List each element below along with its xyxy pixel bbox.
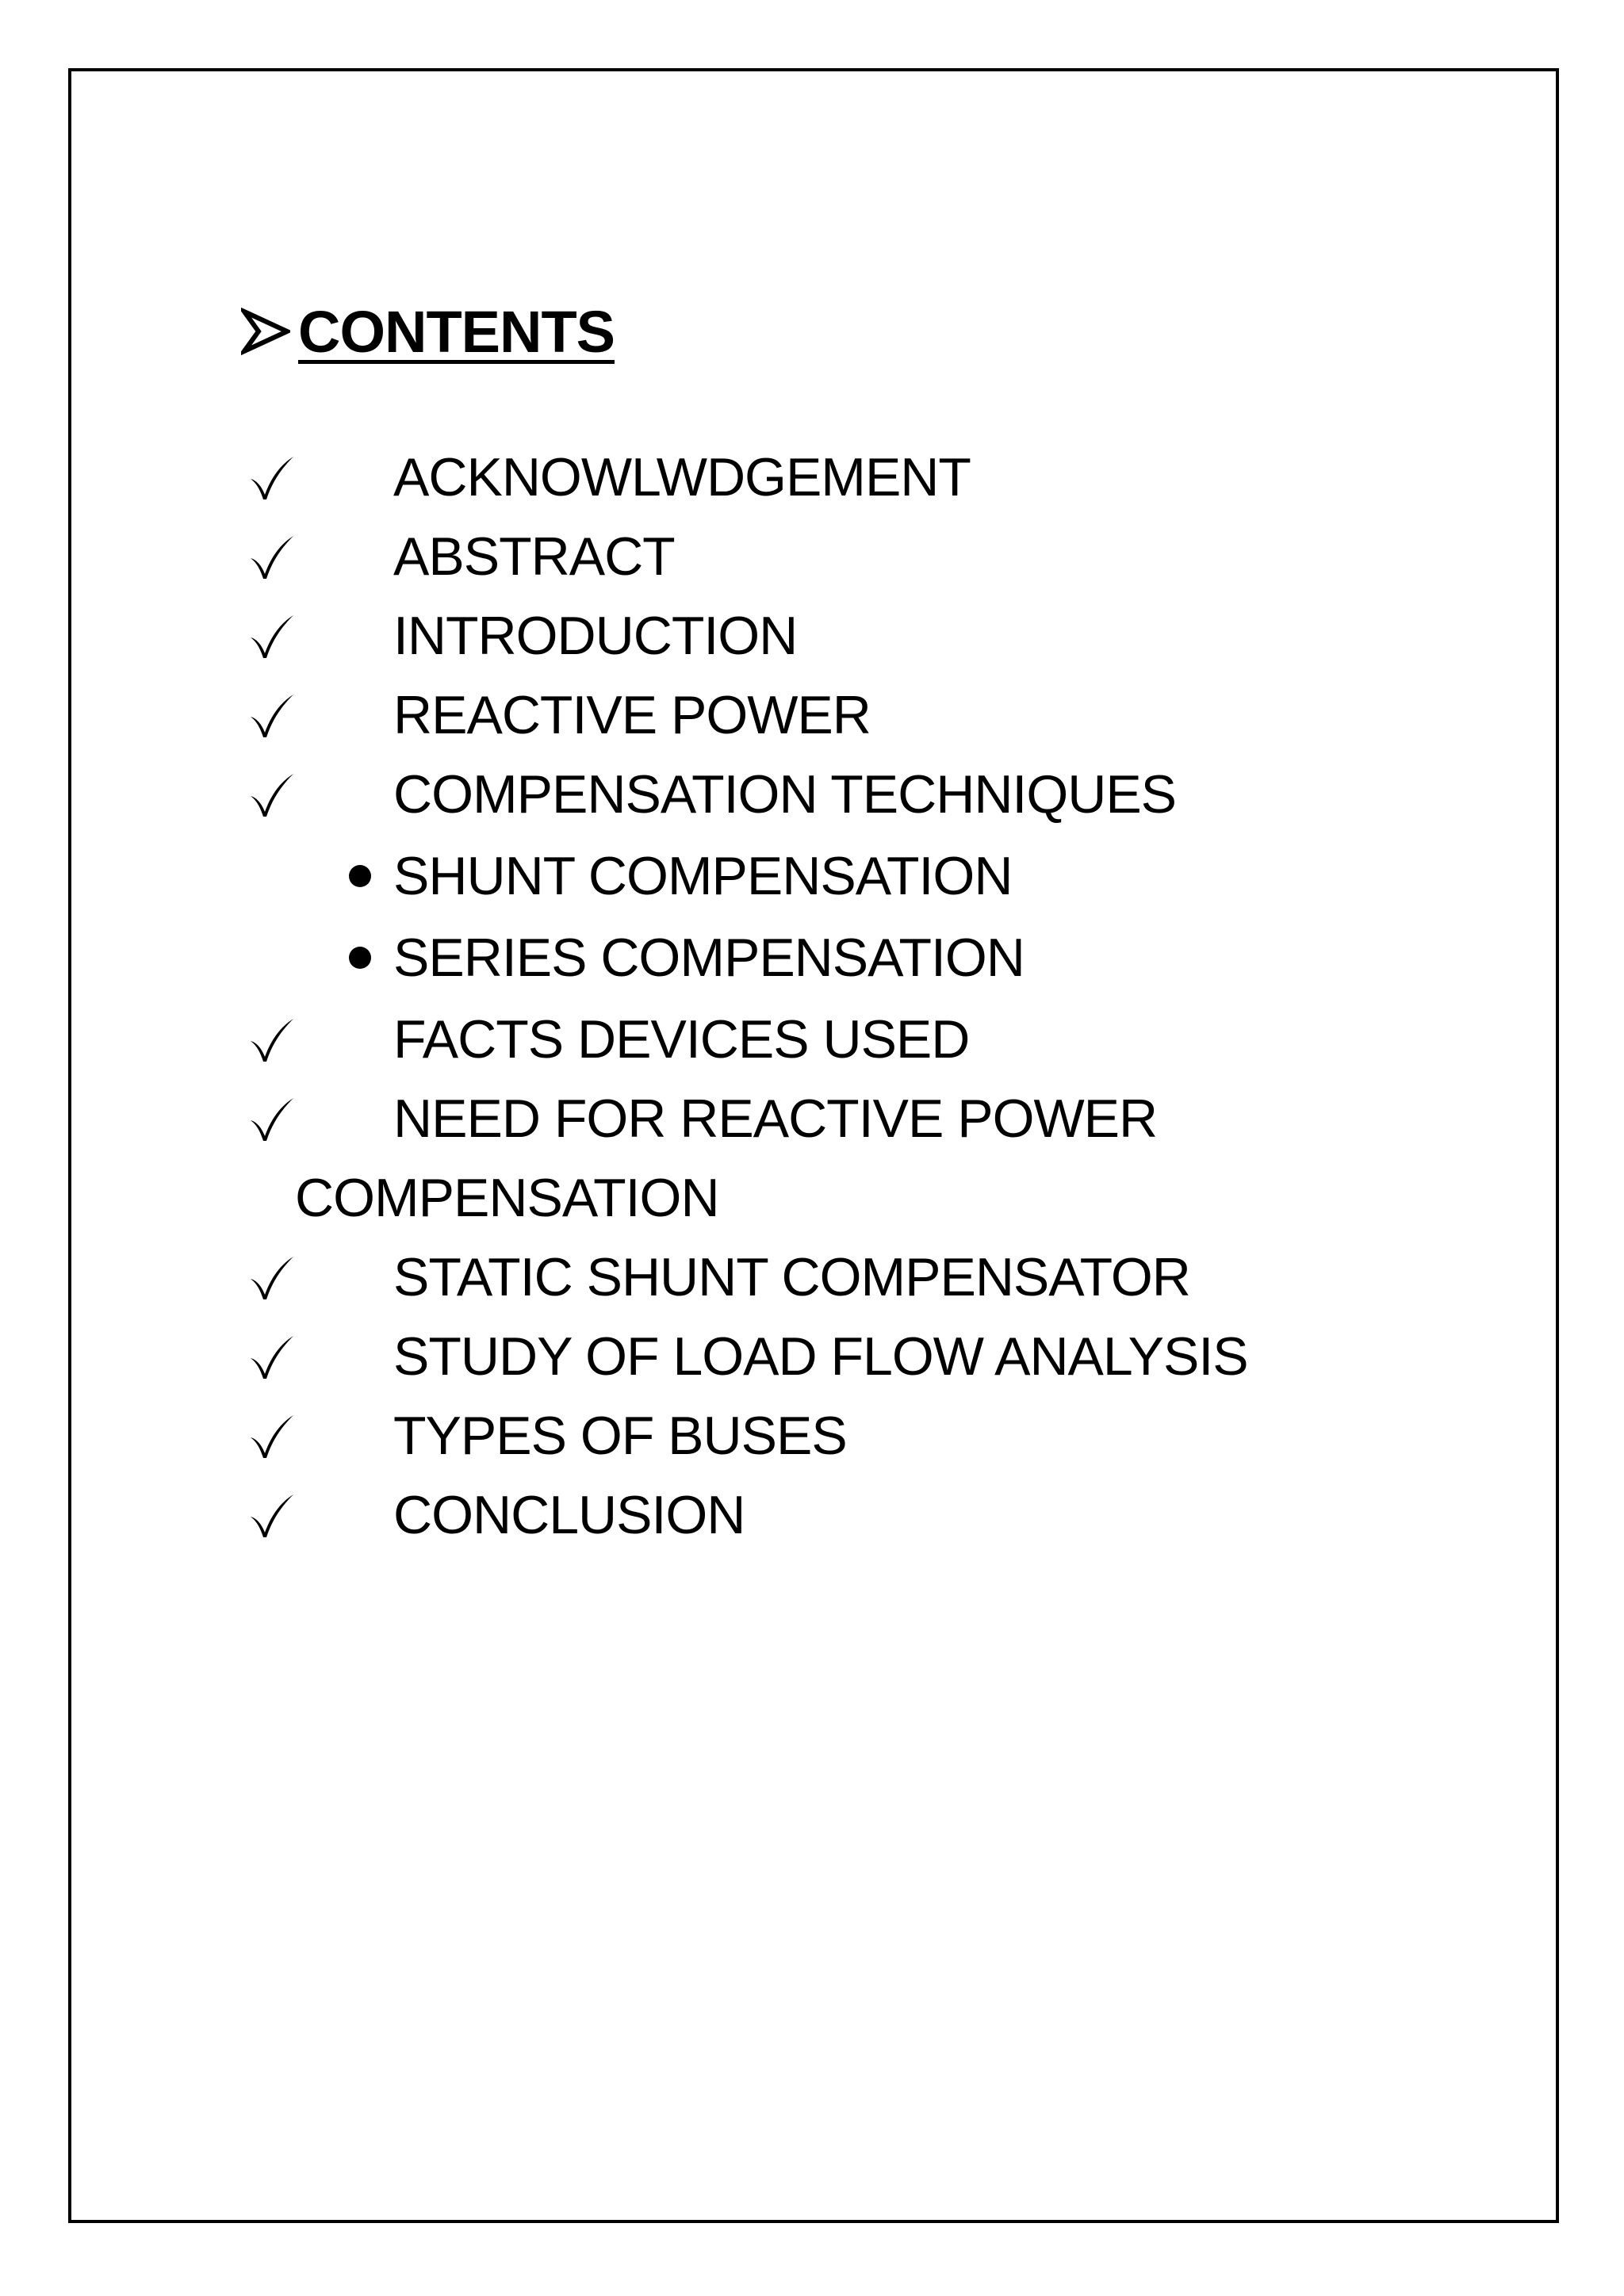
toc-item-label: STATIC SHUNT COMPENSATOR <box>393 1247 1190 1307</box>
toc-item-label: INTRODUCTION <box>393 606 798 666</box>
toc-item-label: ABSTRACT <box>393 526 675 587</box>
toc-item-label: NEED FOR REACTIVE POWER <box>393 1089 1158 1149</box>
toc-item-label: STUDY OF LOAD FLOW ANALYSIS <box>393 1326 1248 1387</box>
bullet-icon <box>349 865 371 887</box>
toc-item-label: SHUNT COMPENSATION <box>393 846 1013 906</box>
check-icon <box>246 690 297 740</box>
check-icon <box>246 610 297 661</box>
toc-item-label: ACKNOWLWDGEMENT <box>393 447 971 507</box>
check-icon <box>246 1410 297 1461</box>
check-icon <box>246 452 297 503</box>
check-icon <box>246 1490 297 1540</box>
toc-item-label: COMPENSATION <box>295 1168 719 1228</box>
check-icon <box>246 531 297 582</box>
check-icon <box>246 1331 297 1382</box>
arrowhead-bullet-icon <box>241 307 290 356</box>
toc-item-label: SERIES COMPENSATION <box>393 928 1025 988</box>
check-icon <box>246 1014 297 1065</box>
check-icon <box>246 1252 297 1303</box>
bullet-icon <box>349 947 371 969</box>
toc-item-label: FACTS DEVICES USED <box>393 1009 970 1070</box>
toc-item-label: TYPES OF BUSES <box>393 1406 847 1466</box>
toc-item-label: COMPENSATION TECHNIQUES <box>393 764 1177 825</box>
check-icon <box>246 769 297 820</box>
toc-item-label: CONCLUSION <box>393 1485 745 1545</box>
toc-item-label: REACTIVE POWER <box>393 685 871 745</box>
check-icon <box>246 1093 297 1144</box>
contents-heading <box>241 293 615 369</box>
page-title: CONTENTS <box>298 298 615 365</box>
